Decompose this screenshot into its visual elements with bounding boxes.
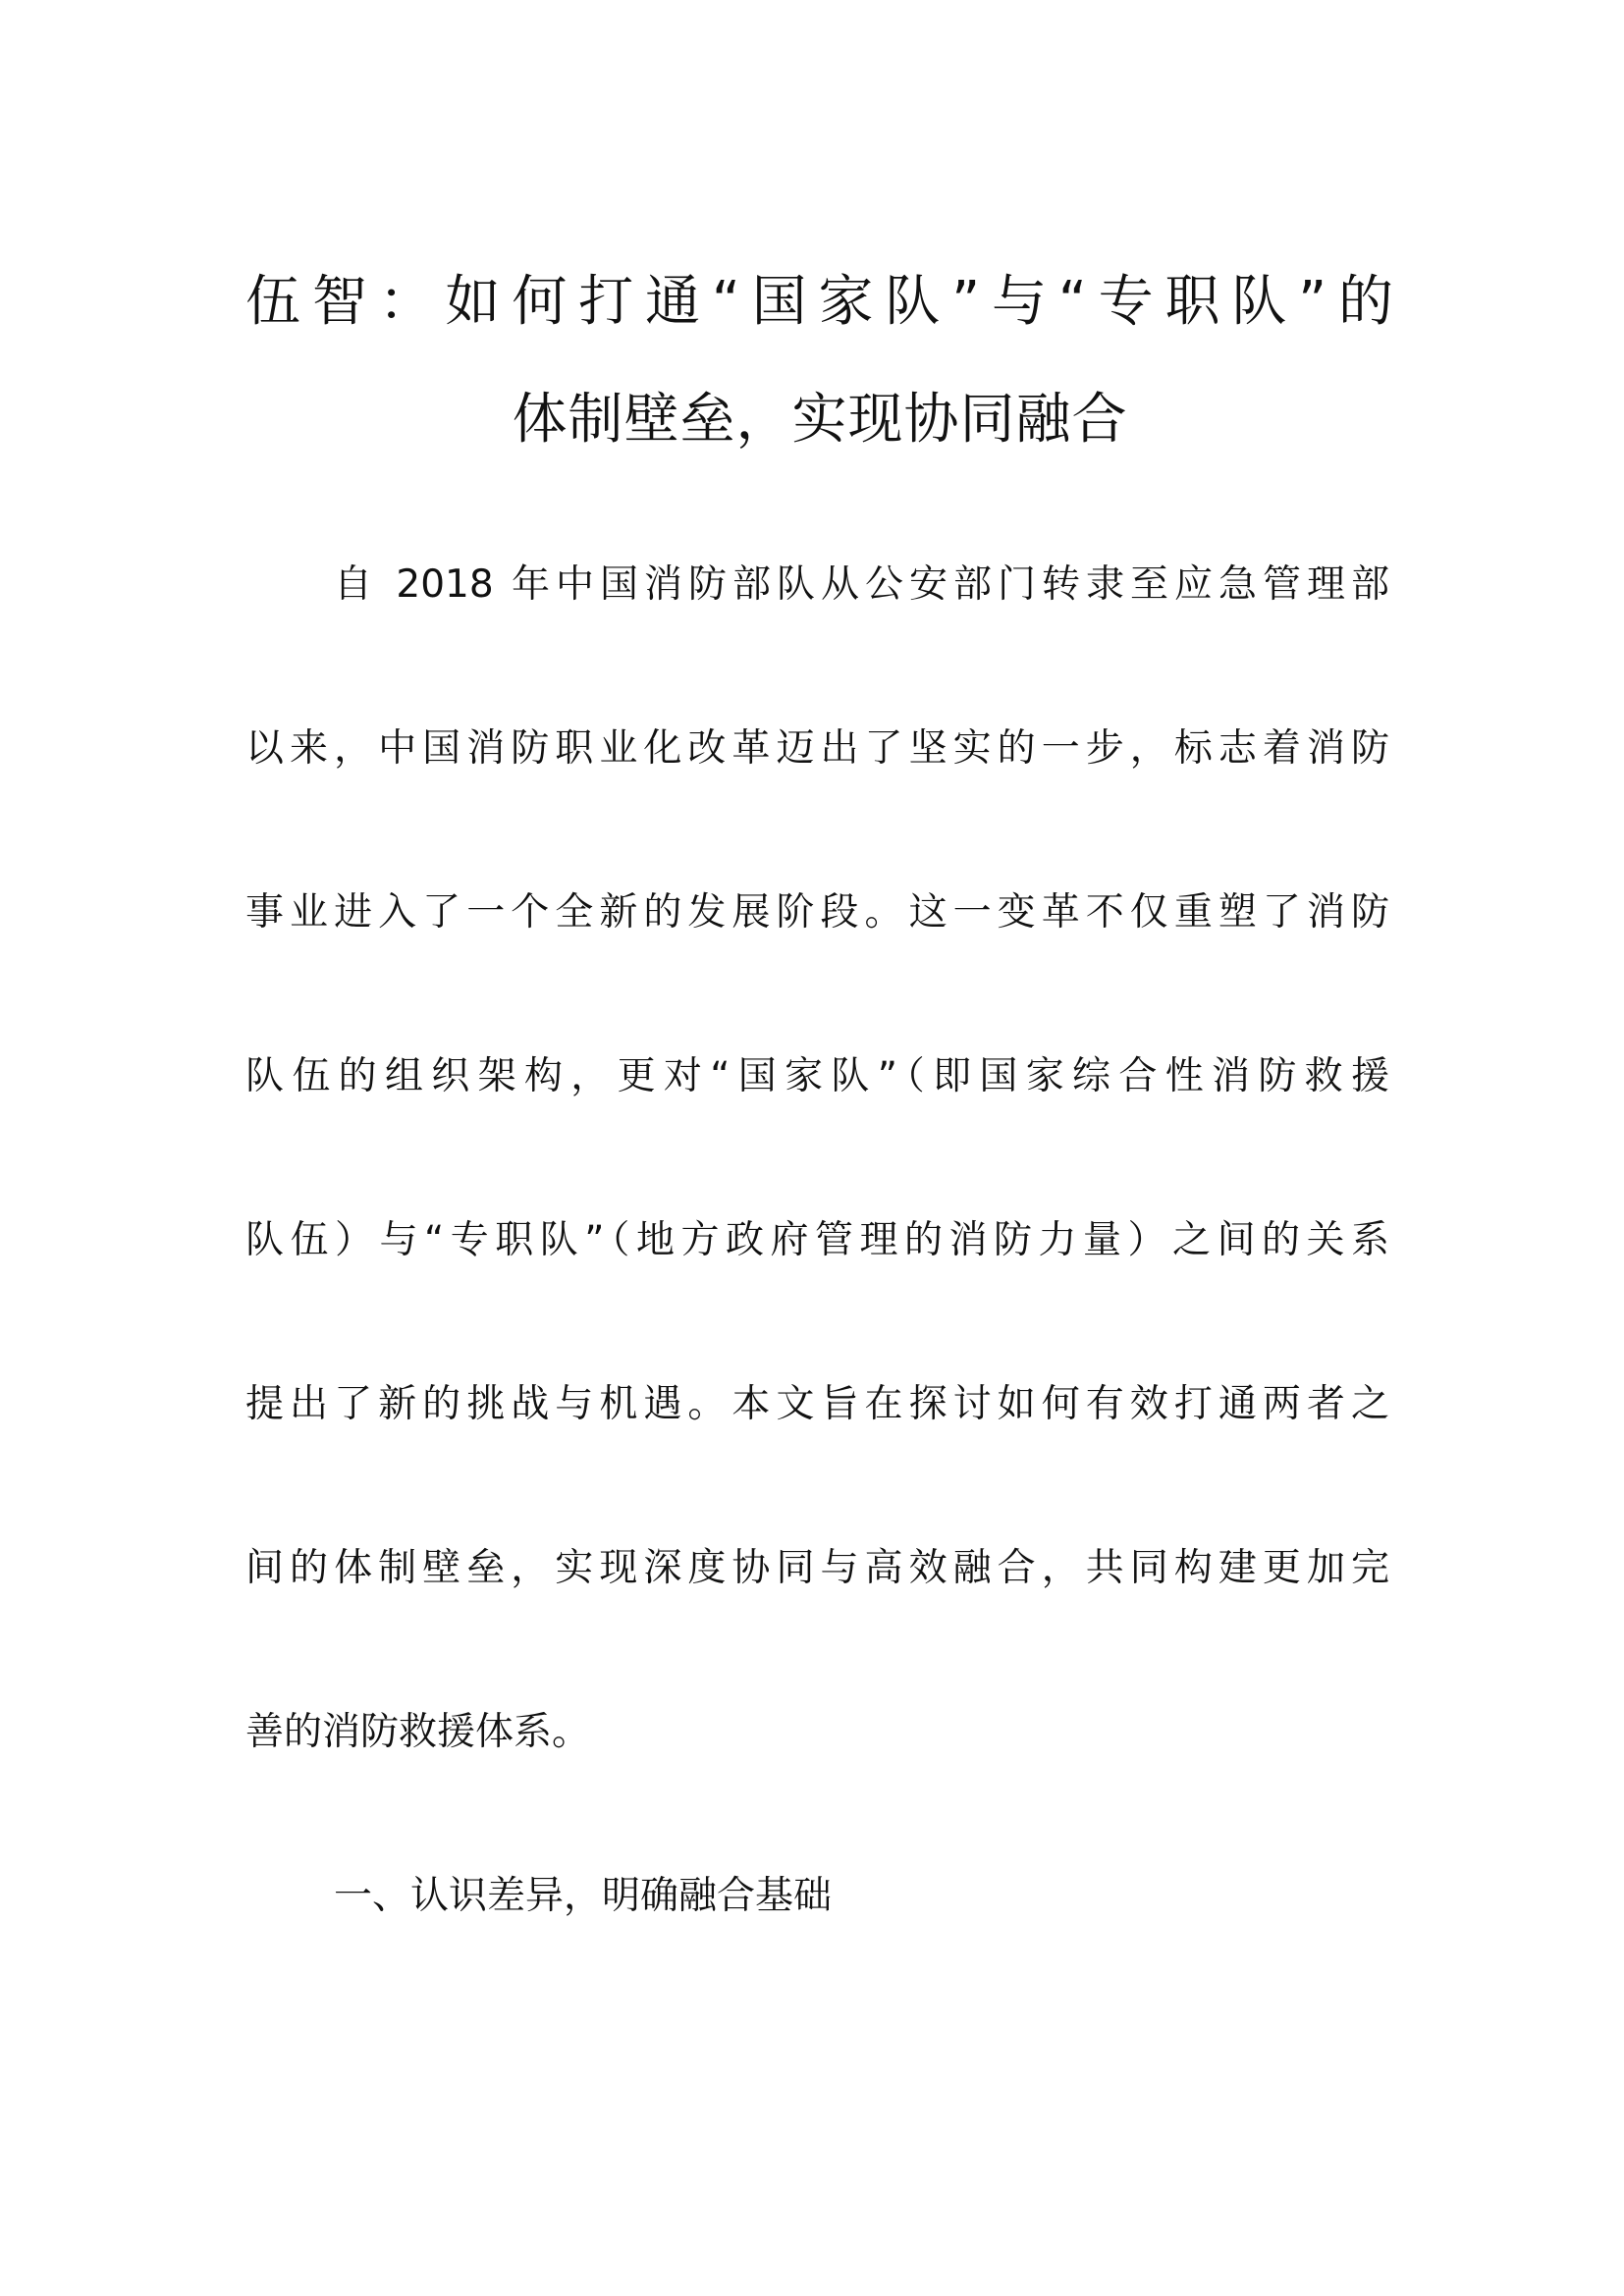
intro-paragraph-line: 善的消防救援体系。	[245, 1710, 591, 1754]
intro-paragraph-line: 事业进入了一个全新的发展阶段。这一变革不仅重塑了消防	[245, 890, 1389, 934]
document-title-line-1: 伍智：如何打通“国家队”与“专职队”的	[245, 270, 1395, 334]
intro-paragraph-line: 队伍的组织架构，更对“国家队”（即国家综合性消防救援	[245, 1054, 1389, 1098]
intro-paragraph-line: 自 2018 年中国消防部队从公安部门转隶至应急管理部	[334, 562, 1389, 607]
section-heading: 一、认识差异，明确融合基础	[334, 1874, 833, 1918]
intro-paragraph-line: 队伍）与“专职队”（地方政府管理的消防力量）之间的关系	[245, 1218, 1389, 1262]
document-title-line-2: 体制壁垒，实现协同融合	[512, 388, 1128, 452]
intro-paragraph-line: 提出了新的挑战与机遇。本文旨在探讨如何有效打通两者之	[245, 1382, 1389, 1426]
intro-paragraph-line: 以来，中国消防职业化改革迈出了坚实的一步，标志着消防	[245, 726, 1389, 771]
intro-paragraph-line: 间的体制壁垒，实现深度协同与高效融合，共同构建更加完	[245, 1546, 1389, 1590]
